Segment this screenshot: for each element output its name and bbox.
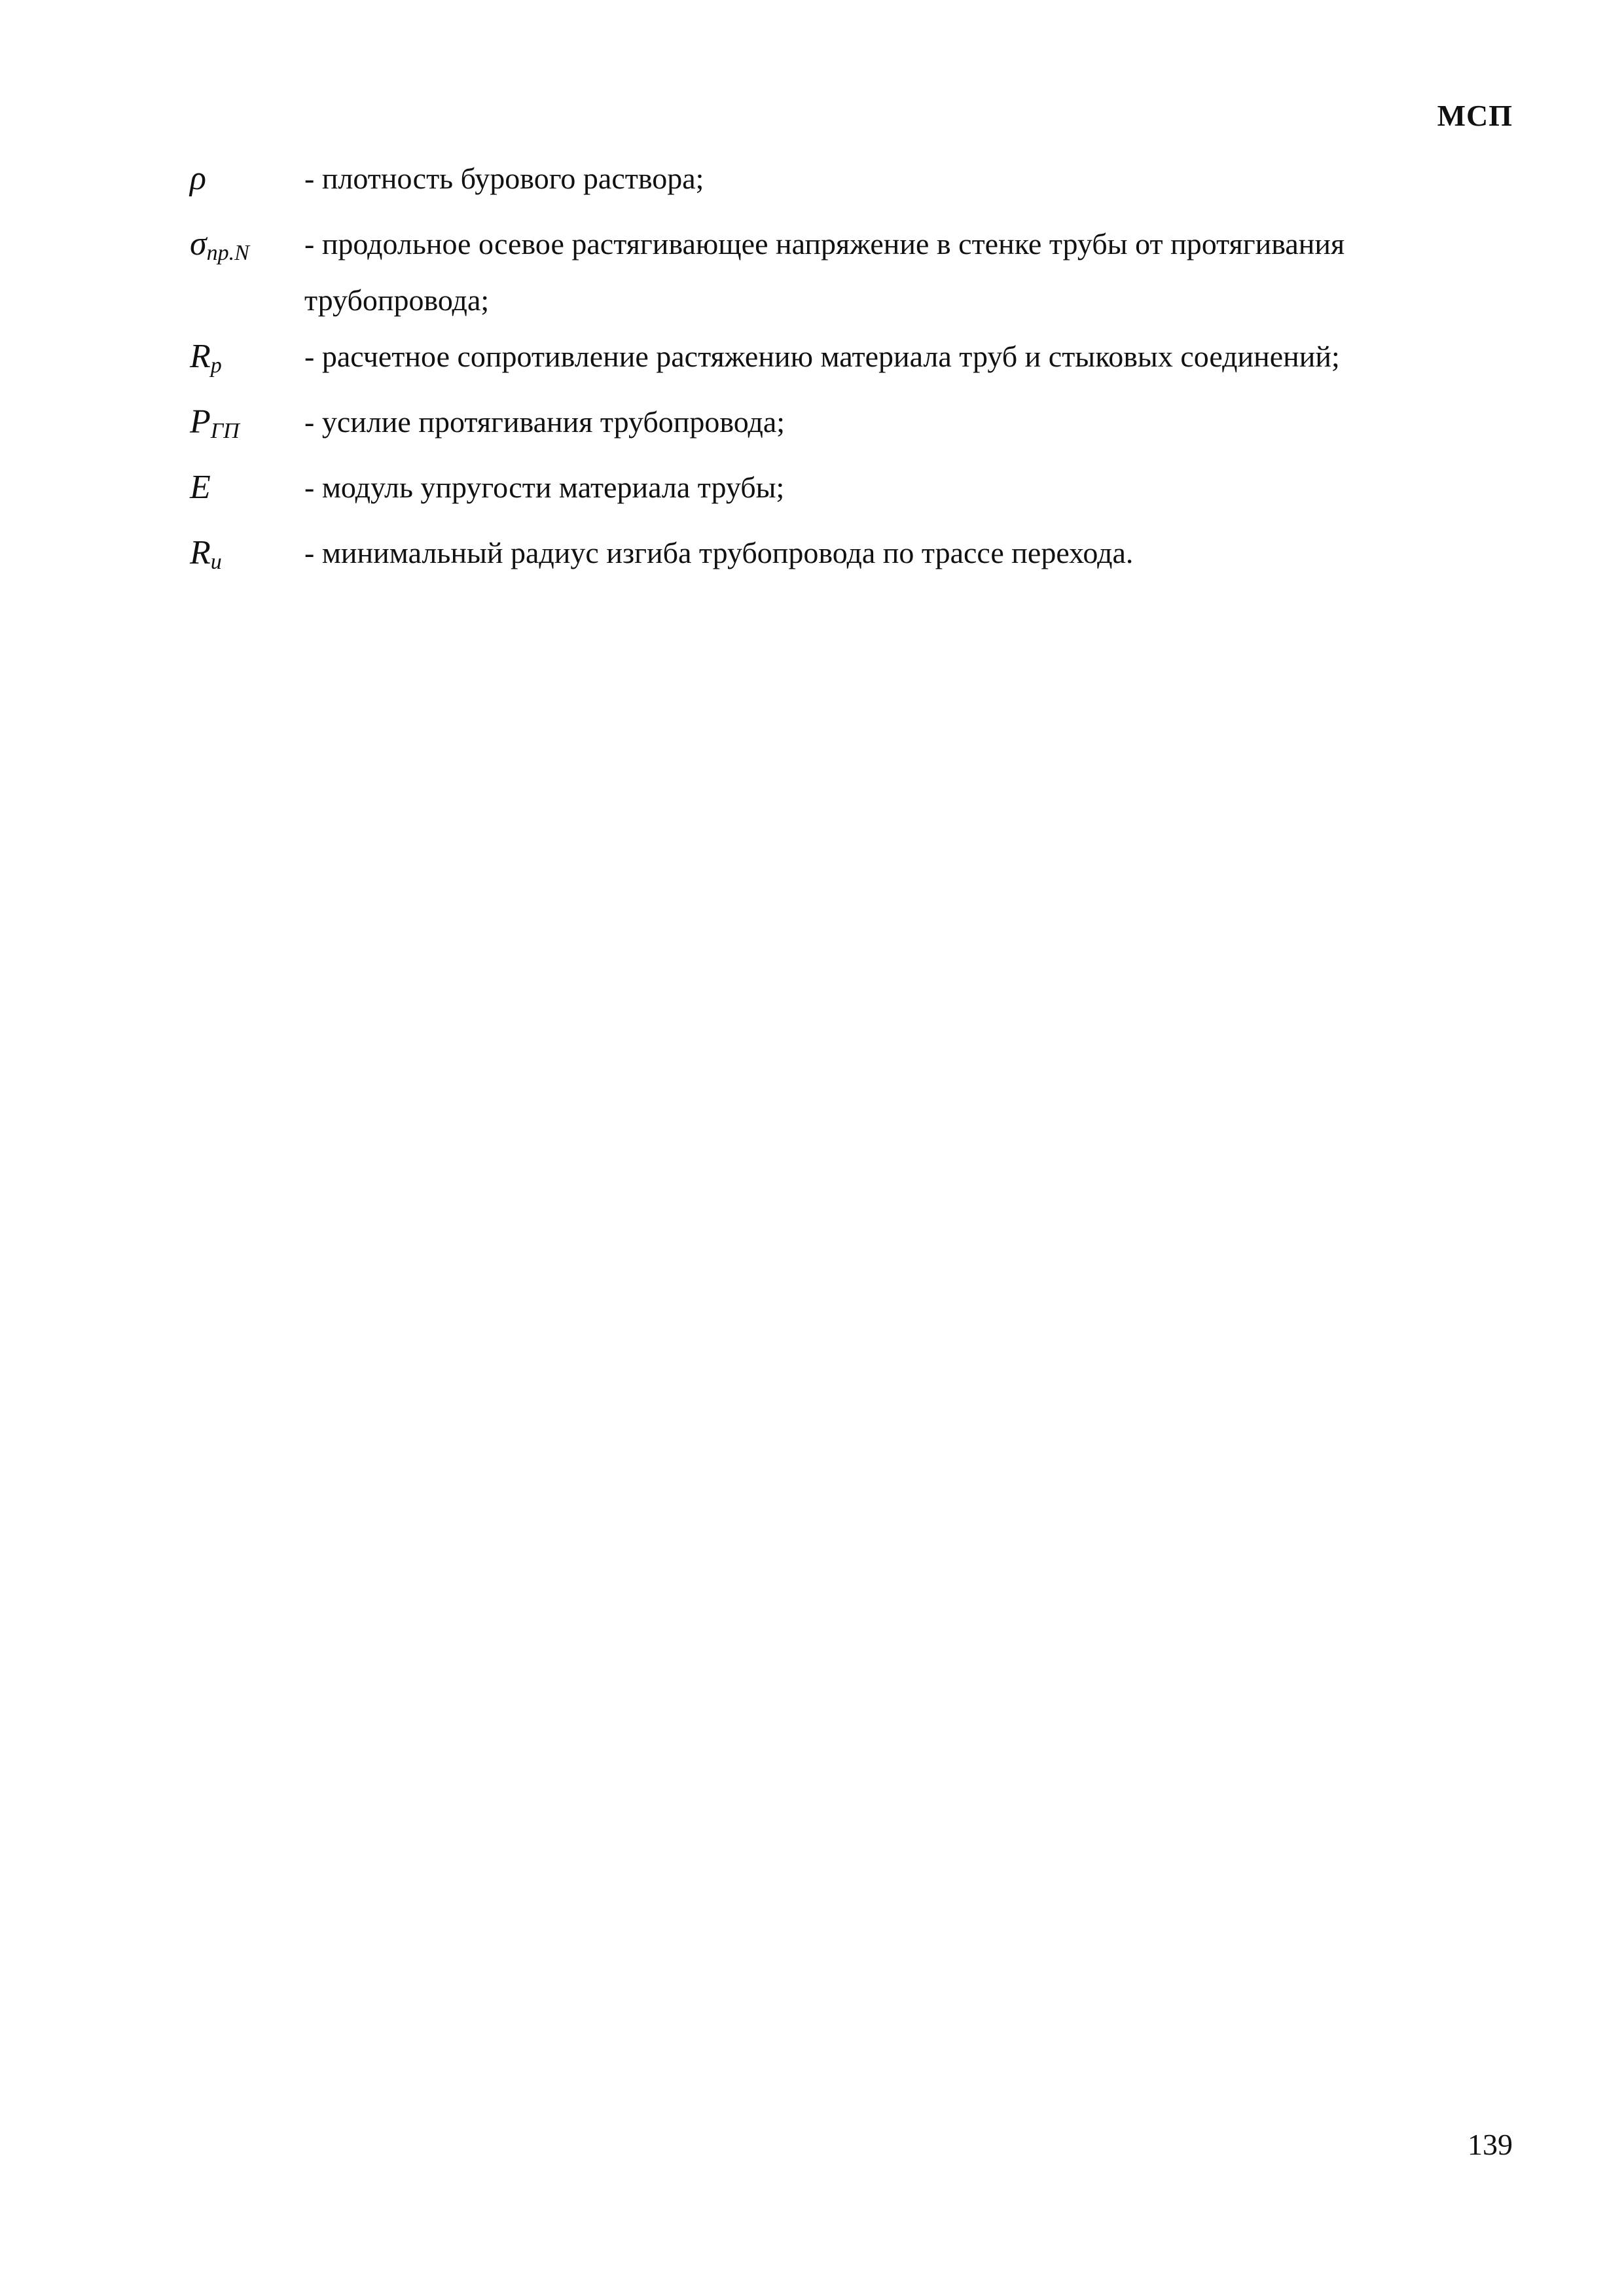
page-number: 139 <box>1468 2128 1513 2161</box>
symbol-pgp: $P_{ГП}$ <box>190 403 240 443</box>
definition-row-pgp <box>190 394 1532 459</box>
symbol-e: E <box>190 469 211 506</box>
definition-row-ri <box>190 525 1532 590</box>
definition-row-sigma <box>190 216 1532 329</box>
definition-text-rp: - расчетное сопротивление растяжению материала труб и стыковых соединений; <box>304 340 1340 373</box>
symbol-definitions-list <box>190 151 1532 590</box>
symbol-sigma: $\sigma_{пр.N}$ <box>190 225 249 265</box>
definition-text-rho: - плотность бурового раствора; <box>304 162 704 195</box>
definition-text-sigma: - продольное осевое растягивающее напряжение в стенке трубы от протягивания трубопровода; <box>304 227 1345 317</box>
definition-text-ri: - минимальный радиус изгиба трубопровода по трассе перехода. <box>304 536 1134 569</box>
definition-text-e: - модуль упругости материала трубы; <box>304 471 785 504</box>
definition-row-e <box>190 459 1532 525</box>
symbol-ri: $R_и$ <box>190 534 222 574</box>
symbol-rp: $R_р$ <box>190 338 222 378</box>
definition-row-rp <box>190 329 1532 394</box>
symbol-rho: ρ <box>190 160 206 197</box>
document-code-mark: МСП <box>1437 99 1513 132</box>
definition-row-rho <box>190 151 1532 216</box>
definition-text-pgp: - усилие протягивания трубопровода; <box>304 405 785 439</box>
